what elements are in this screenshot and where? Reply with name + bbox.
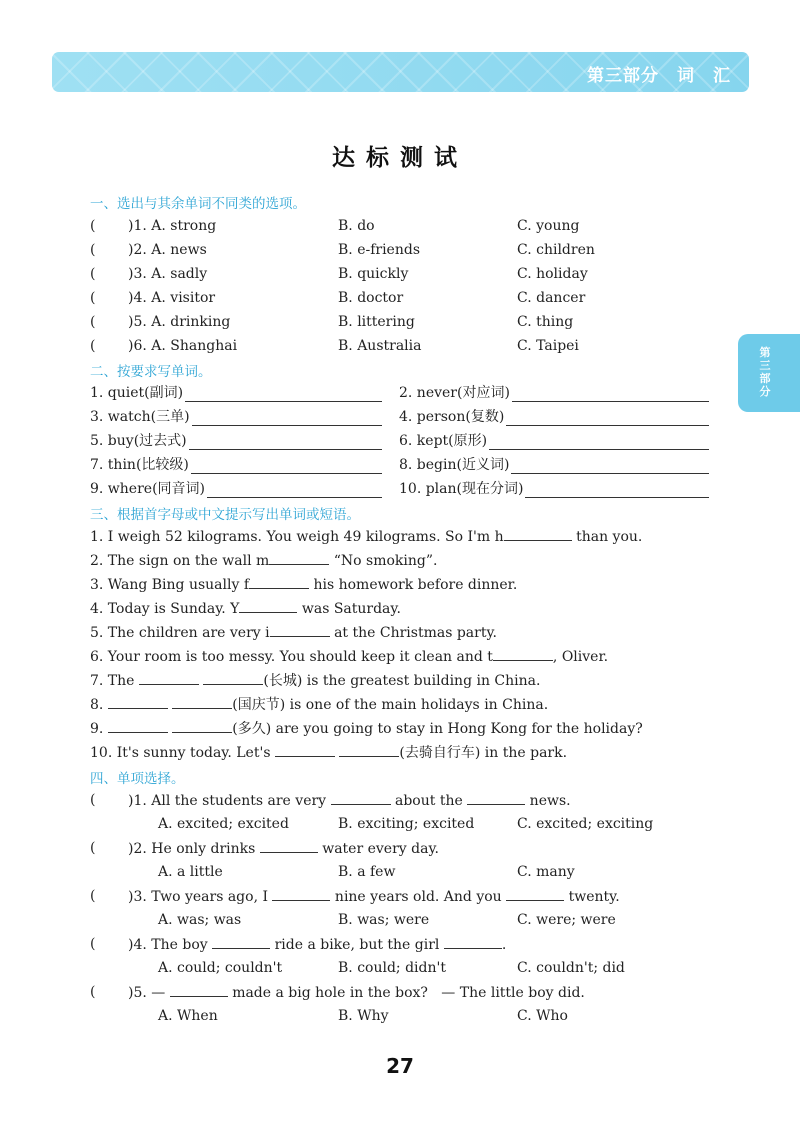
- answer-paren: (: [90, 242, 96, 258]
- q-text: 1. I weigh 52 kilograms. You weigh 49 kilograms. So I'm h: [90, 529, 504, 545]
- prompt: 10. plan(现在分词): [399, 481, 524, 497]
- q-text: “No smoking”.: [333, 553, 438, 569]
- prompt: 9. where(同音词): [90, 481, 205, 497]
- sec2-q8[interactable]: [399, 456, 709, 474]
- q-text: 2. The sign on the wall m: [90, 553, 270, 569]
- answer-blank[interactable]: [108, 695, 168, 709]
- q-text: (多久) are you going to stay in Hong Kong for the holiday?: [232, 721, 643, 737]
- q-text: 9.: [90, 721, 104, 737]
- answer-blank[interactable]: [331, 791, 391, 805]
- option-b: B. e-friends: [338, 242, 421, 258]
- section-3-heading: 三、根据首字母或中文提示写出单词或短语。: [90, 507, 360, 523]
- sec4-q3-option-b[interactable]: B. was; were: [338, 912, 430, 928]
- page-title: 达标测试: [332, 145, 468, 171]
- q-text: his homework before dinner.: [313, 577, 518, 593]
- answer-line[interactable]: [489, 435, 709, 450]
- q-text: 10. It's sunny today. Let's: [90, 745, 271, 761]
- sec2-q9[interactable]: [90, 480, 382, 498]
- answer-paren: (: [90, 888, 96, 904]
- option-c: C. young: [517, 218, 580, 234]
- answer-line[interactable]: [511, 459, 709, 474]
- option-a: )4. A. visitor: [128, 290, 216, 306]
- sec4-q1-option-c[interactable]: C. excited; exciting: [517, 816, 654, 832]
- sec3-q6: [90, 647, 608, 666]
- answer-paren: (: [90, 266, 96, 282]
- sec4-q4-option-c[interactable]: C. couldn't; did: [517, 960, 625, 976]
- q-text: 5. The children are very i: [90, 625, 270, 641]
- q-text: than you.: [576, 529, 643, 545]
- sec4-q4-option-a[interactable]: A. could; couldn't: [158, 960, 283, 976]
- q-text: )4. The boy: [128, 937, 208, 953]
- sec4-q5-option-a[interactable]: A. When: [158, 1008, 218, 1024]
- answer-blank[interactable]: [467, 791, 525, 805]
- answer-blank[interactable]: [212, 935, 270, 949]
- side-tab-label: 第三部分: [759, 346, 771, 398]
- q-text: )1. All the students are very: [128, 793, 327, 809]
- answer-line[interactable]: [185, 387, 382, 402]
- sec4-q3-option-c[interactable]: C. were; were: [517, 912, 616, 928]
- prompt: 2. never(对应词): [399, 385, 510, 401]
- sec4-q2-option-b[interactable]: B. a few: [338, 864, 396, 880]
- section-2-heading: 二、按要求写单词。: [90, 364, 212, 380]
- answer-paren: (: [90, 290, 96, 306]
- q-text: 7. The: [90, 673, 135, 689]
- q-text: was Saturday.: [301, 601, 401, 617]
- prompt: 8. begin(近义词): [399, 457, 510, 473]
- q-text: )5. —: [128, 985, 166, 1001]
- page-number: 27: [386, 1054, 414, 1078]
- answer-line[interactable]: [512, 387, 709, 402]
- q-text: ride a bike, but the girl: [274, 937, 440, 953]
- q-text: (去骑自行车) in the park.: [399, 745, 568, 761]
- sec3-q3: [90, 575, 517, 594]
- q-text: .: [501, 937, 507, 953]
- answer-blank[interactable]: [203, 671, 263, 685]
- option-a: )2. A. news: [128, 242, 207, 258]
- header-banner: [52, 52, 749, 92]
- answer-blank[interactable]: [275, 743, 335, 757]
- sec4-q4: [128, 935, 506, 954]
- q-text: nine years old. And you: [334, 889, 502, 905]
- answer-blank[interactable]: [170, 983, 228, 997]
- answer-blank[interactable]: [239, 599, 297, 613]
- option-a: )5. A. drinking: [128, 314, 231, 330]
- option-c: C. holiday: [517, 266, 588, 282]
- q-text: made a big hole in the box?: [232, 985, 428, 1001]
- option-b: B. Australia: [338, 338, 422, 354]
- sec2-q4[interactable]: [399, 408, 709, 426]
- sec2-q2[interactable]: [399, 384, 709, 402]
- sec4-q3-option-a[interactable]: A. was; was: [158, 912, 242, 928]
- answer-paren: (: [90, 840, 96, 856]
- sec3-q2: [90, 551, 437, 570]
- q-text: 6. Your room is too messy. You should keep it clean and t: [90, 649, 493, 665]
- sec2-q6[interactable]: [399, 432, 709, 450]
- q-text: twenty.: [568, 889, 620, 905]
- answer-blank[interactable]: [249, 575, 309, 589]
- sec4-q1-option-a[interactable]: A. excited; excited: [158, 816, 289, 832]
- answer-paren: (: [90, 218, 96, 234]
- q-text: 8.: [90, 697, 104, 713]
- answer-line[interactable]: [207, 483, 382, 498]
- answer-blank[interactable]: [108, 719, 168, 733]
- answer-blank[interactable]: [270, 623, 330, 637]
- option-c: C. dancer: [517, 290, 586, 306]
- answer-blank[interactable]: [269, 551, 329, 565]
- answer-line[interactable]: [192, 411, 382, 426]
- q-text: , Oliver.: [552, 649, 609, 665]
- option-b: B. do: [338, 218, 375, 234]
- sec4-q5-option-b[interactable]: B. Why: [338, 1008, 389, 1024]
- q-text: — The little boy did.: [441, 985, 585, 1001]
- answer-blank[interactable]: [172, 695, 232, 709]
- section-4-heading: 四、单项选择。: [90, 771, 185, 787]
- sec2-q10[interactable]: [399, 480, 709, 498]
- answer-blank[interactable]: [272, 887, 330, 901]
- answer-paren: (: [90, 984, 96, 1000]
- sec4-q2-option-a[interactable]: A. a little: [158, 864, 223, 880]
- sec3-q4: [90, 599, 401, 618]
- banner-title: 第三部分 词 汇: [587, 66, 731, 86]
- sec4-q1-option-b[interactable]: B. exciting; excited: [338, 816, 475, 832]
- q-text: 3. Wang Bing usually f: [90, 577, 250, 593]
- answer-blank[interactable]: [506, 887, 564, 901]
- sec3-q7: [90, 671, 540, 690]
- answer-blank[interactable]: [139, 671, 199, 685]
- q-text: )3. Two years ago, I: [128, 889, 269, 905]
- q-text: 4. Today is Sunday. Y: [90, 601, 240, 617]
- option-a: )3. A. sadly: [128, 266, 208, 282]
- answer-line[interactable]: [191, 459, 382, 474]
- q-text: )2. He only drinks: [128, 841, 256, 857]
- sec4-q4-option-b[interactable]: B. could; didn't: [338, 960, 446, 976]
- prompt: 6. kept(原形): [399, 433, 488, 449]
- sec2-q3[interactable]: [90, 408, 382, 426]
- option-a: )1. A. strong: [128, 218, 217, 234]
- prompt: 7. thin(比较级): [90, 457, 189, 473]
- sec2-q1[interactable]: [90, 384, 382, 402]
- sec4-q5-option-c[interactable]: C. Who: [517, 1008, 568, 1024]
- sec2-q7[interactable]: [90, 456, 382, 474]
- q-text: news.: [529, 793, 571, 809]
- sec4-q3: [128, 887, 620, 906]
- answer-line[interactable]: [189, 435, 382, 450]
- prompt: 3. watch(三单): [90, 409, 190, 425]
- answer-paren: (: [90, 338, 96, 354]
- sec3-q10: [90, 743, 567, 762]
- q-text: about the: [395, 793, 463, 809]
- option-b: B. doctor: [338, 290, 404, 306]
- answer-line[interactable]: [506, 411, 709, 426]
- sec3-q5: [90, 623, 497, 642]
- sec3-q8: [90, 695, 548, 714]
- option-b: B. littering: [338, 314, 415, 330]
- answer-blank[interactable]: [339, 743, 399, 757]
- option-a: )6. A. Shanghai: [128, 338, 238, 354]
- sec4-q1: [128, 791, 571, 810]
- prompt: 1. quiet(副词): [90, 385, 184, 401]
- answer-paren: (: [90, 936, 96, 952]
- answer-blank[interactable]: [493, 647, 553, 661]
- prompt: 5. buy(过去式): [90, 433, 187, 449]
- option-b: B. quickly: [338, 266, 409, 282]
- prompt: 4. person(复数): [399, 409, 505, 425]
- sec4-q2-option-c[interactable]: C. many: [517, 864, 575, 880]
- sec2-q5[interactable]: [90, 432, 382, 450]
- q-text: (长城) is the greatest building in China.: [263, 673, 541, 689]
- answer-blank[interactable]: [504, 527, 572, 541]
- sec3-q9: [90, 719, 643, 738]
- answer-paren: (: [90, 314, 96, 330]
- option-c: C. children: [517, 242, 595, 258]
- q-text: at the Christmas party.: [334, 625, 497, 641]
- q-text: (国庆节) is one of the main holidays in China.: [232, 697, 549, 713]
- answer-paren: (: [90, 792, 96, 808]
- sec3-q1: [90, 527, 642, 546]
- side-tab: [738, 334, 800, 412]
- q-text: water every day.: [322, 841, 439, 857]
- option-c: C. Taipei: [517, 338, 579, 354]
- section-1-heading: 一、选出与其余单词不同类的选项。: [90, 196, 306, 212]
- answer-blank[interactable]: [260, 839, 318, 853]
- option-c: C. thing: [517, 314, 574, 330]
- sec4-q5: [128, 983, 585, 1002]
- answer-blank[interactable]: [444, 935, 502, 949]
- answer-line[interactable]: [525, 483, 709, 498]
- answer-blank[interactable]: [172, 719, 232, 733]
- sec4-q2: [128, 839, 439, 858]
